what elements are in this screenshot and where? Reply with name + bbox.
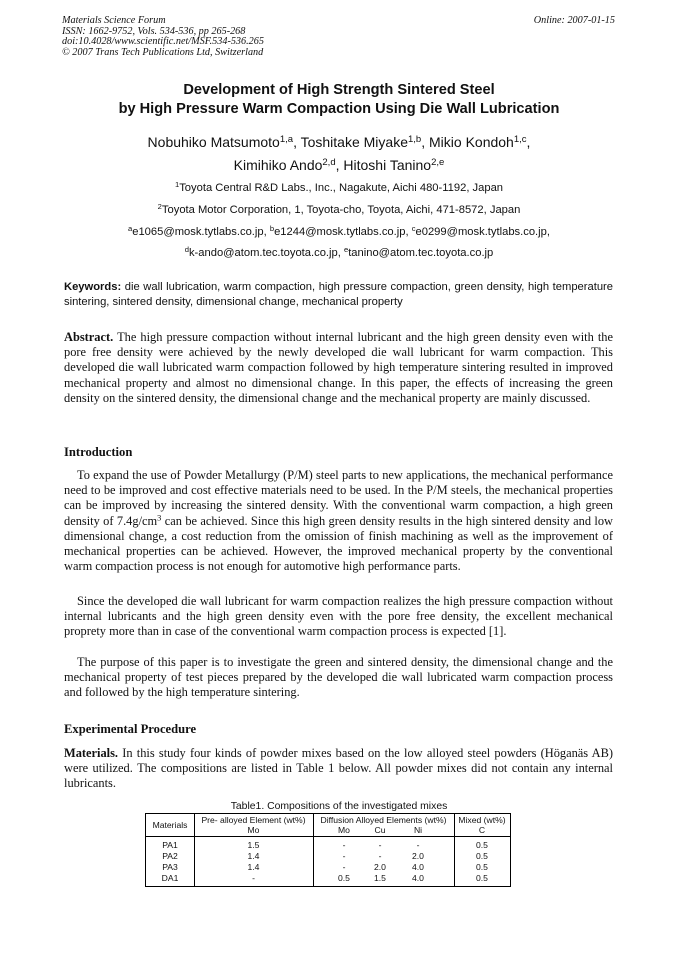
email-sup: d — [184, 244, 189, 254]
unit-superscript: 3 — [157, 511, 162, 522]
email-line-2: $^d$k-ando@atom.tec.toyota.co.jp, $^e$tanino@atom.tec.toyota.co.jp — [184, 244, 494, 259]
experimental-heading: Experimental Procedure — [64, 722, 197, 736]
author-sup: 2,e — [431, 156, 445, 168]
email-link[interactable]: tanino@atom.tec.toyota.co.jp — [348, 247, 494, 259]
author-sup: 1,c — [513, 133, 527, 145]
cell-material: DA1 — [161, 873, 179, 883]
table-rule — [146, 836, 510, 837]
cell-ni: 4.0 — [412, 873, 424, 883]
table-caption: Table1. Compositions of the investigated mixes — [230, 801, 448, 812]
introduction-heading: Introduction — [64, 445, 133, 459]
subheader-ni: Ni — [413, 825, 423, 835]
cell-c: 0.5 — [476, 862, 488, 872]
cell-c: 0.5 — [476, 840, 488, 850]
copyright-line: © 2007 Trans Tech Publications Ltd, Switzerland — [62, 46, 264, 58]
author-sup: 1,b — [408, 133, 422, 145]
author-line-1: Nobuhiko Matsumoto$^{1,a}$, Toshitake Miyake$^{1,b}$, Mikio Kondoh$^{1,c}$, — [147, 133, 531, 150]
cell-mo: - — [342, 862, 346, 872]
intro-paragraph-2: Since the developed die wall lubricant for warm compaction realizes the high pressure compaction without internal lubricants and the high green density even with the pore free density, the excellent mechanical proprety more than in case of the conventional warm compaction process is expected [1]. — [64, 594, 613, 639]
issn-line: ISSN: 1662-9752, Vols. 534-536, pp 265-268 — [62, 25, 246, 37]
cell-ni: 2.0 — [412, 851, 424, 861]
composition-table — [145, 813, 511, 887]
table-row — [146, 873, 510, 884]
subheader-mo: Mo — [338, 825, 350, 835]
email-sup: b — [269, 223, 275, 233]
email-sup: a — [128, 223, 133, 233]
affiliation-text: Toyota Central R&D Labs., Inc., Nagakute, Aichi 480-1192, Japan — [179, 182, 504, 194]
cell-ni: - — [416, 840, 420, 850]
keywords — [64, 280, 613, 309]
email-line-1 — [40, 225, 638, 239]
header-diffusion: Diffusion Alloyed Elements (wt%) — [320, 815, 447, 825]
materials-label: Materials. — [64, 746, 119, 760]
header-mixed: Mixed (wt%) — [458, 815, 506, 825]
author-sup: 2,d — [322, 156, 336, 168]
doi-line: doi:10.4028/www.scientific.net/MSF.534-536.265 — [62, 36, 264, 47]
author-name: Kimihiko Ando — [233, 157, 323, 173]
cell-material: PA2 — [162, 851, 178, 861]
header-prealloyed: Pre- alloyed Element (wt%) — [201, 815, 306, 825]
cell-pre-mo: - — [252, 873, 255, 883]
email-sup: e — [343, 244, 349, 254]
abstract-text: The high pressure compaction without internal lubricant and the high green density even with the pore free density were achieved by the newly developed die wall lubricant for warm compaction. This developed die wall lubricated warm compaction followed by high temperature sintering resulted in improved mechanical property and almost no dimensional change. In this paper, the effects of increasing the green density on the sintered density, the dimensional change and the mechanical property are mainly discussed. — [64, 330, 613, 405]
cell-ni: 4.0 — [412, 862, 424, 872]
email-sup: c — [411, 223, 416, 233]
table-row — [146, 862, 510, 873]
intro-paragraph-3: The purpose of this paper is to investigate the green and sintered density, the dimensional change and the mechanical property of test pieces prepared by the developed die wall lubricated warm compaction process and followed by the high temperature sintering. — [64, 655, 613, 700]
intro-text: To expand the use of Powder Metallurgy (P/M) steel parts to new applications, the mechanical performance need to be improved and cost effective materials need to be used. In the P/M steels, the mechanical properties can be improved by increasing the sintered density. With the conventional warm compaction, a high green density of 7.4g/cm — [64, 468, 613, 528]
keywords-label: Keywords: — [64, 281, 122, 293]
keywords-text: die wall lubrication, warm compaction, high pressure compaction, green density, high temperature sintering, sintered density, dimensional change, mechanical property — [64, 281, 614, 308]
online-date: Online: 2007-01-15 — [533, 15, 615, 26]
author-list — [40, 131, 638, 177]
email-link[interactable]: e1244@mosk.tytlabs.co.jp, — [274, 226, 409, 238]
author-name: Nobuhiko Matsumoto — [147, 134, 280, 150]
author-sup: 1,a — [279, 133, 294, 145]
abstract-label: Abstract. — [64, 330, 114, 344]
title-line-2: by High Pressure Warm Compaction Using Die Wall Lubrication — [118, 101, 560, 117]
cell-cu: 1.5 — [374, 873, 386, 883]
cell-mo: 0.5 — [338, 873, 350, 883]
materials-text: In this study four kinds of powder mixes based on the low alloyed steel powders (Höganäs AB) were utilized. The compositions are listed in Table 1 below. All powder mixes did not contain any internal lubricants. — [64, 746, 613, 791]
cell-material: PA1 — [162, 840, 178, 850]
intro-paragraph-1 — [64, 468, 613, 574]
cell-pre-mo: 1.4 — [247, 851, 260, 861]
email-link[interactable]: k-ando@atom.tec.toyota.co.jp — [188, 247, 338, 259]
author-line-2: Kimihiko Ando$^{2,d}$, Hitoshi Tanino$^{2,e}$ — [233, 156, 445, 173]
author-name: Toshitake Miyake — [300, 134, 408, 150]
table-row — [146, 840, 510, 851]
affiliation-text: Toyota Motor Corporation, 1, Toyota-cho, Toyota, Aichi, 471-8572, Japan — [161, 204, 521, 216]
cell-material: PA3 — [162, 862, 178, 872]
cell-cu: 2.0 — [374, 862, 386, 872]
author-name: Mikio Kondoh — [429, 134, 514, 150]
affiliation-sup: 2 — [157, 201, 162, 211]
cell-c: 0.5 — [476, 851, 488, 861]
subheader-cu: Cu — [374, 825, 386, 835]
cell-mo: - — [342, 851, 346, 861]
author-name: Hitoshi Tanino — [343, 157, 432, 173]
materials-paragraph — [64, 746, 613, 792]
subheader-c: C — [478, 825, 486, 835]
subheader-mo: Mo — [247, 825, 260, 835]
running-header — [62, 16, 615, 58]
cell-c: 0.5 — [476, 873, 488, 883]
abstract — [64, 330, 613, 406]
affiliation-1 — [40, 181, 638, 195]
affiliation-2 — [40, 203, 638, 217]
email-link[interactable]: e0299@mosk.tytlabs.co.jp, — [415, 226, 550, 238]
header-materials: Materials — [152, 820, 188, 830]
cell-pre-mo: 1.5 — [247, 840, 260, 850]
journal-name: Materials Science Forum — [62, 15, 166, 26]
paper-title — [40, 81, 638, 119]
intro-text: can be achieved. Since this high green density results in the high sintered density and low dimensional change, a cost reduction from the omission of finish machining as well as the improvement of mechanical properties can be achieved. However, the improved mechanical property by the conventional warm compaction process is not enough for automotive high performance parts. — [64, 513, 613, 574]
title-line-1: Development of High Strength Sintered Steel — [183, 82, 495, 98]
cell-cu: - — [378, 840, 382, 850]
table-row — [146, 851, 510, 862]
cell-cu: - — [378, 851, 382, 861]
email-link[interactable]: e1065@mosk.tytlabs.co.jp, — [132, 226, 267, 238]
cell-mo: - — [342, 840, 346, 850]
cell-pre-mo: 1.4 — [247, 862, 260, 872]
affiliation-sup: 1 — [174, 179, 180, 189]
